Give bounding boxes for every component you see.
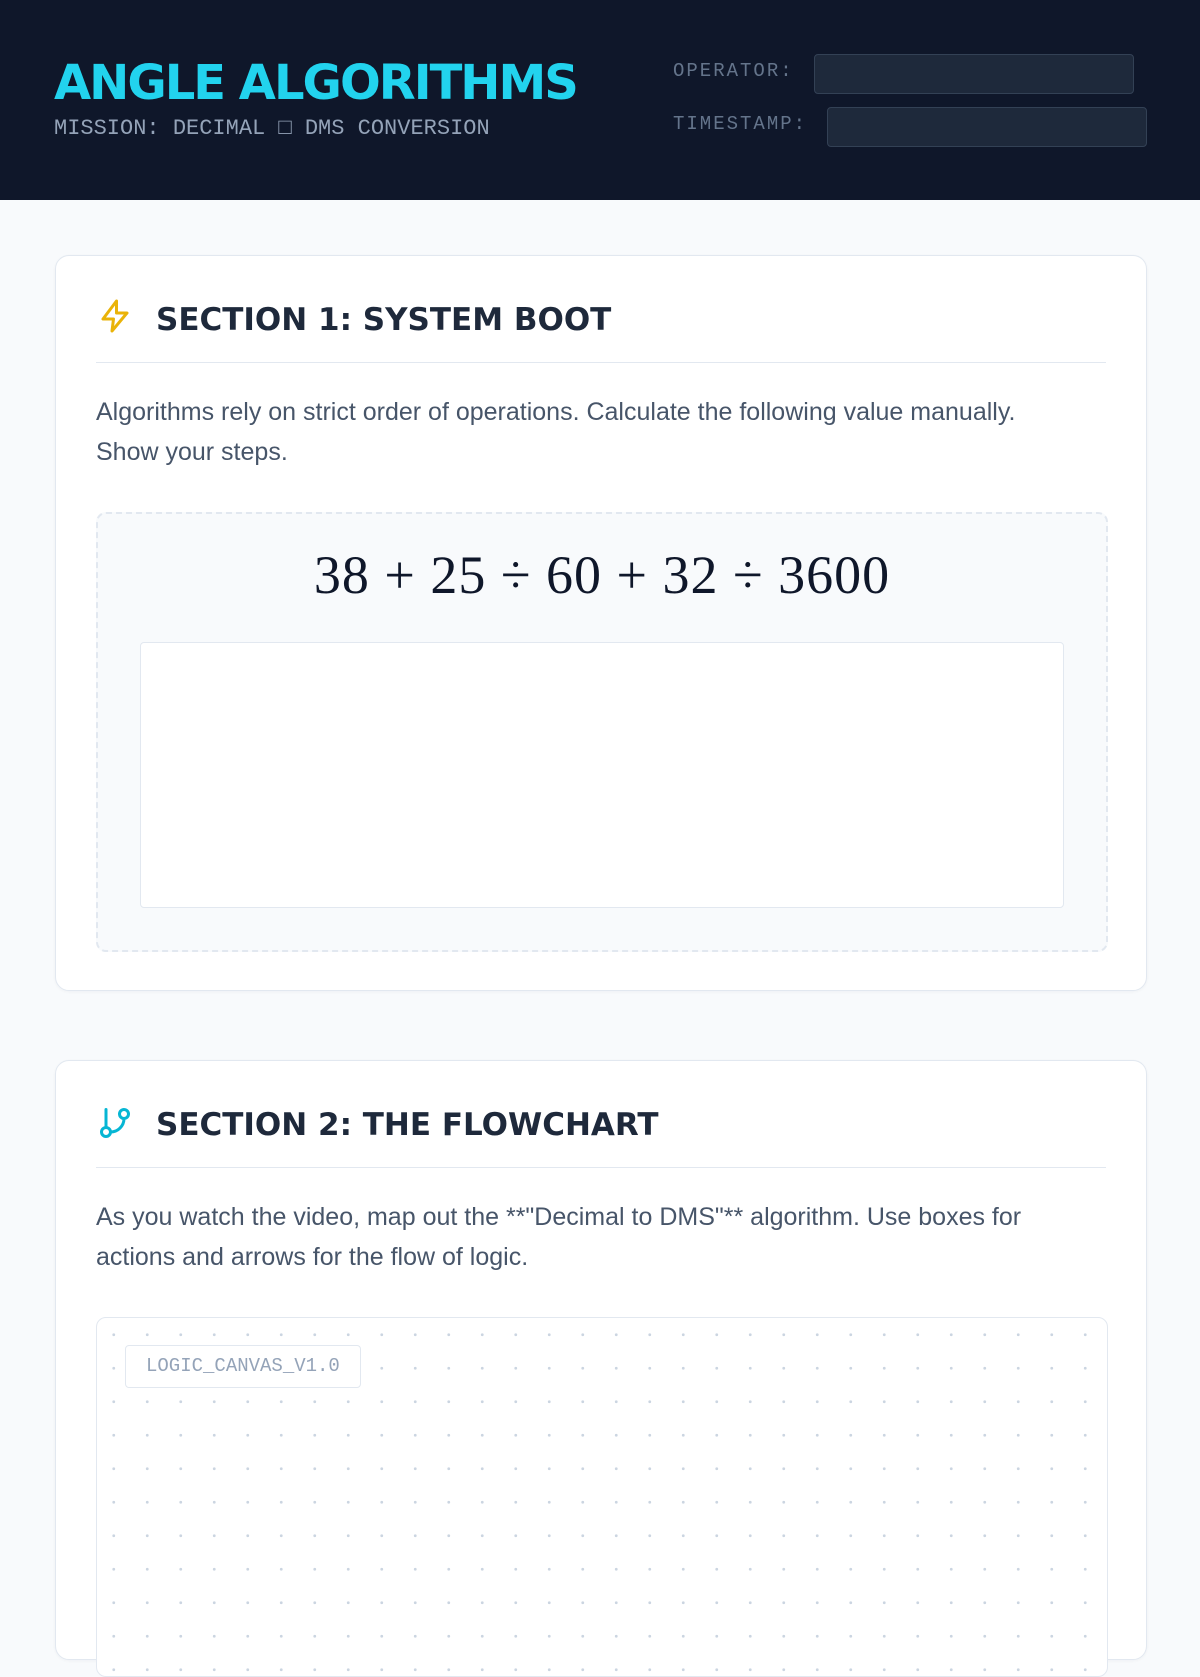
section-1-title: SECTION 1: SYSTEM BOOT (156, 302, 612, 338)
section-system-boot (55, 255, 1147, 991)
mission-subtitle: MISSION: DECIMAL □ DMS CONVERSION (54, 116, 490, 141)
section-1-instructions: Algorithms rely on strict order of operations. Calculate the following value manually. Show your steps. (96, 398, 1016, 466)
canvas-version-label: LOGIC_CANVAS_V1.0 (125, 1345, 361, 1388)
timestamp-label: TIMESTAMP: (673, 113, 808, 135)
section-flowchart (55, 1060, 1147, 1660)
timestamp-input[interactable] (827, 107, 1147, 147)
git-branch-icon (97, 1105, 133, 1141)
math-expression: 38 + 25 ÷ 60 + 32 ÷ 3600 (313, 545, 891, 605)
section-2-title: SECTION 2: THE FLOWCHART (156, 1107, 659, 1143)
calculation-panel (96, 512, 1108, 952)
section-2-instructions: As you watch the video, map out the **"Decimal to DMS"** algorithm. Use boxes for actions and arrows for the flow of logic. (96, 1203, 1022, 1271)
section-divider (96, 362, 1106, 363)
section-divider (96, 1167, 1106, 1168)
operator-input[interactable] (814, 54, 1134, 94)
work-steps-input[interactable] (140, 642, 1064, 908)
app-title: ANGLE ALGORITHMS (54, 55, 577, 111)
lightning-bolt-icon (97, 298, 133, 334)
logic-canvas[interactable] (96, 1317, 1108, 1677)
operator-label: OPERATOR: (673, 60, 794, 82)
page-header (0, 0, 1200, 200)
